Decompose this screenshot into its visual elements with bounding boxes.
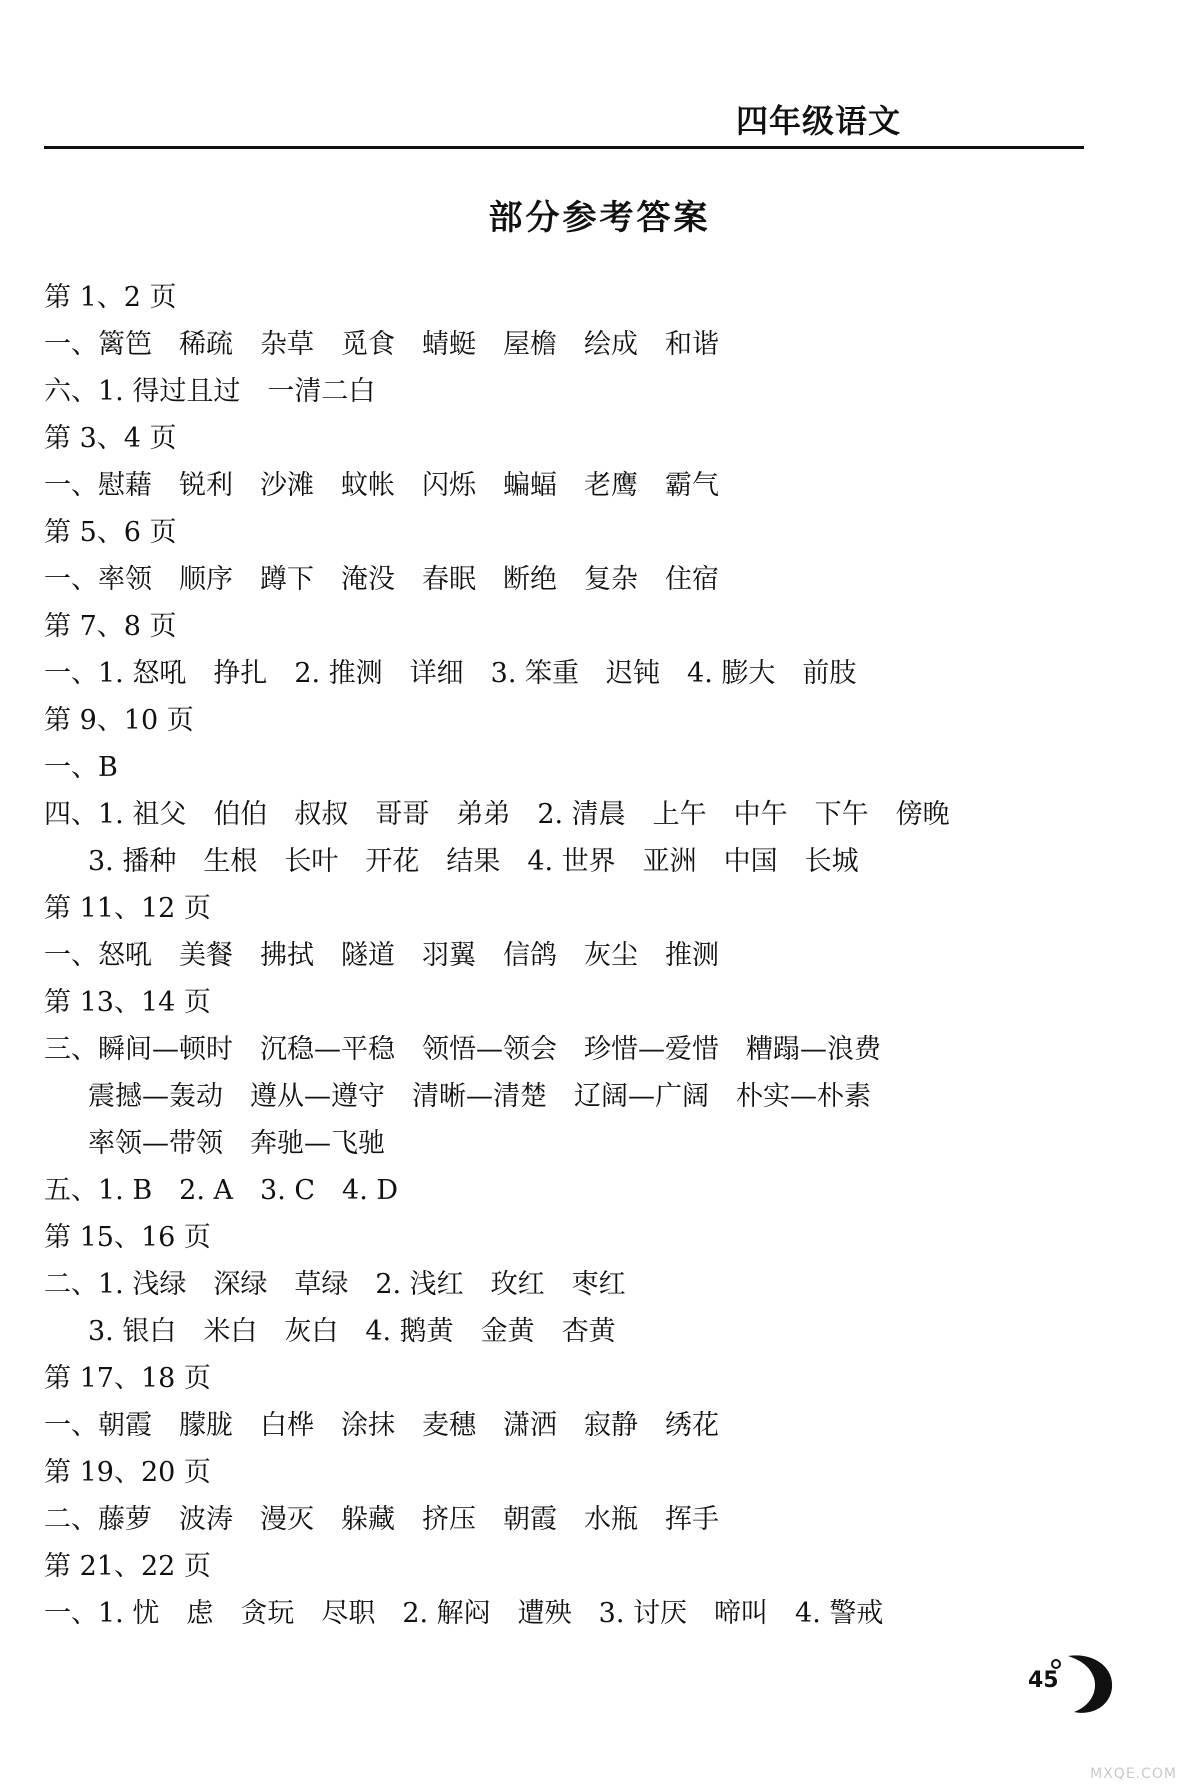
answer-line: 一、B [44, 752, 118, 783]
section-heading: 第 9、10 页 [44, 705, 194, 736]
answer-line: 一、怒吼 美餐 拂拭 隧道 羽翼 信鸽 灰尘 推测 [44, 940, 719, 971]
section-heading: 第 15、16 页 [44, 1222, 211, 1253]
answer-line: 一、朝霞 朦胧 白桦 涂抹 麦穗 潇洒 寂静 绣花 [44, 1410, 719, 1441]
answer-line: 一、慰藉 锐利 沙滩 蚊帐 闪烁 蝙蝠 老鹰 霸气 [44, 470, 719, 501]
answer-line: 二、1. 浅绿 深绿 草绿 2. 浅红 玫红 枣红 [44, 1269, 626, 1300]
page-number-badge [1022, 1648, 1122, 1718]
section-heading: 第 5、6 页 [44, 517, 177, 548]
answer-line: 三、瞬间—顿时 沉稳—平稳 领悟—领会 珍惜—爱惜 糟蹋—浪费 [44, 1034, 881, 1065]
section-heading: 第 7、8 页 [44, 611, 177, 642]
section-heading: 第 13、14 页 [44, 987, 211, 1018]
answer-line: 四、1. 祖父 伯伯 叔叔 哥哥 弟弟 2. 清晨 上午 中午 下午 傍晚 [44, 799, 950, 830]
answer-list [44, 274, 1094, 1637]
section-heading: 第 3、4 页 [44, 423, 177, 454]
watermark: MXQE.COM [1090, 1766, 1177, 1782]
page-number: 45 [1028, 1668, 1059, 1693]
answer-line: 一、篱笆 稀疏 杂草 觅食 蜻蜓 屋檐 绘成 和谐 [44, 329, 719, 360]
grade-label: 四年级语文 [735, 102, 901, 140]
answer-line: 五、1. B 2. A 3. C 4. D [44, 1175, 399, 1206]
answer-line: 一、率领 顺序 蹲下 淹没 春眠 断绝 复杂 住宿 [44, 564, 719, 595]
page-title: 部分参考答案 [488, 198, 711, 238]
answer-line: 一、1. 忧 虑 贪玩 尽职 2. 解闷 遭殃 3. 讨厌 啼叫 4. 警戒 [44, 1598, 884, 1629]
answer-line: 一、1. 怒吼 挣扎 2. 推测 详细 3. 笨重 迟钝 4. 膨大 前肢 [44, 658, 857, 689]
answer-line: 震撼—轰动 遵从—遵守 清晰—清楚 辽阔—广阔 朴实—朴素 [88, 1081, 871, 1112]
answer-line: 3. 播种 生根 长叶 开花 结果 4. 世界 亚洲 中国 长城 [88, 846, 859, 877]
answer-line: 二、藤萝 波涛 漫灭 躲藏 挤压 朝霞 水瓶 挥手 [44, 1504, 719, 1535]
section-heading: 第 1、2 页 [44, 282, 177, 313]
answer-line: 3. 银白 米白 灰白 4. 鹅黄 金黄 杏黄 [88, 1316, 616, 1347]
section-heading: 第 11、12 页 [44, 893, 211, 924]
section-heading: 第 17、18 页 [44, 1363, 211, 1394]
section-heading: 第 19、20 页 [44, 1457, 211, 1488]
section-heading: 第 21、22 页 [44, 1551, 211, 1582]
answer-line: 六、1. 得过且过 一清二白 [44, 376, 376, 407]
answer-line: 率领—带领 奔驰—飞驰 [88, 1128, 385, 1159]
header-rule [44, 146, 1084, 149]
